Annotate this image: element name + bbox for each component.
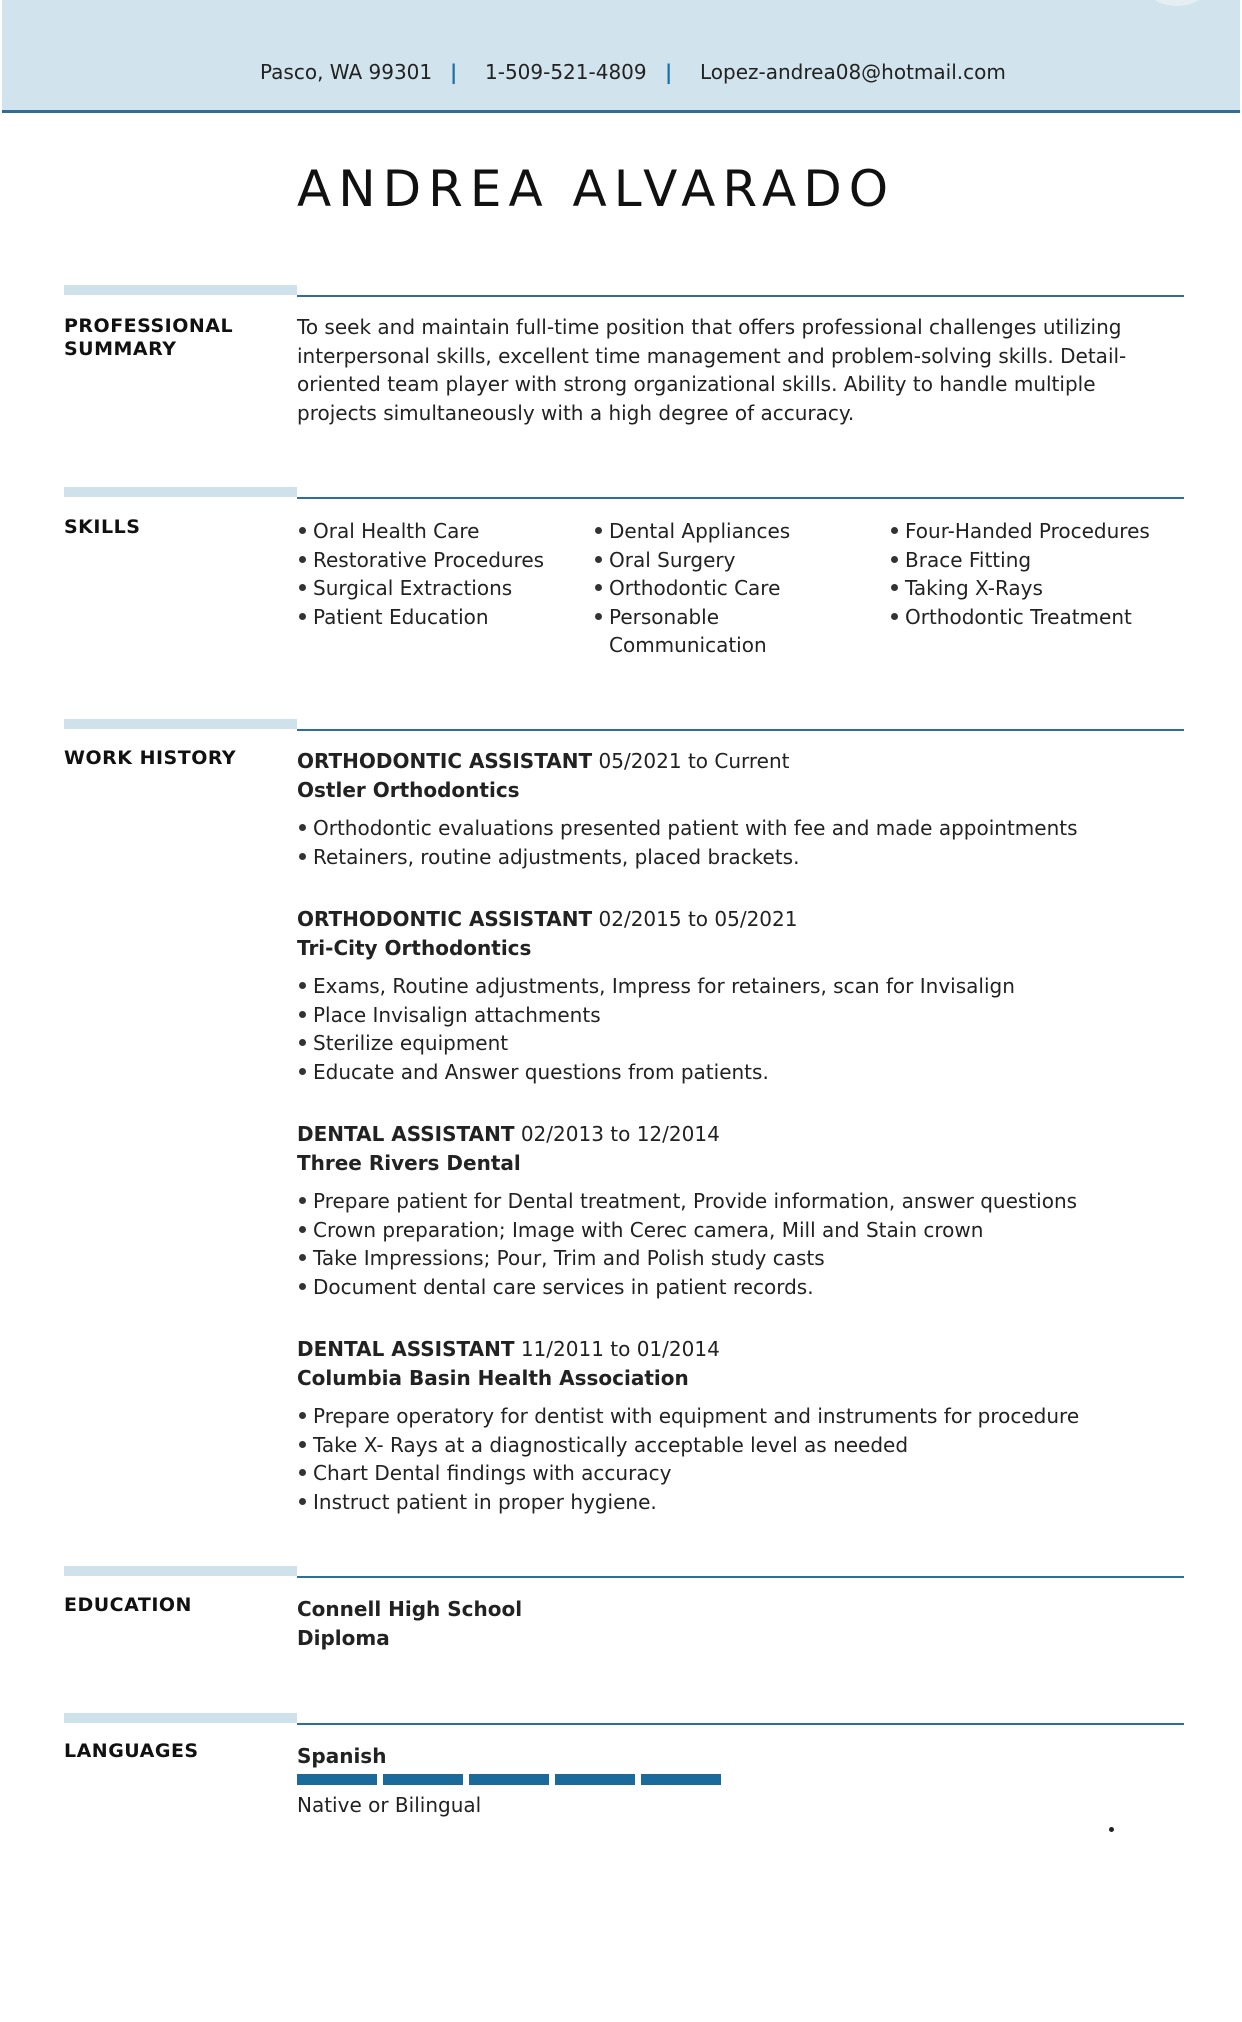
job-dates: 02/2013 to 12/2014 <box>520 1122 720 1146</box>
job-dates: 02/2015 to 05/2021 <box>598 907 798 931</box>
job-role: ORTHODONTIC ASSISTANT <box>297 907 593 931</box>
section-accent-bar <box>64 285 297 295</box>
job-bullet: Exams, Routine adjustments, Impress for retainers, scan for Invisalign <box>297 972 1167 1001</box>
job-company: Ostler Orthodontics <box>297 777 520 802</box>
candidate-name: ANDREA ALVARADO <box>297 160 896 218</box>
section-divider <box>297 1576 1184 1578</box>
job-dates: 11/2011 to 01/2014 <box>520 1337 720 1361</box>
job-entry <box>297 1120 1167 1301</box>
skills-section <box>64 487 1184 667</box>
contact-header-bar <box>2 0 1240 113</box>
language-name: Spanish <box>297 1744 387 1768</box>
proficiency-segment <box>641 1774 721 1785</box>
job-heading <box>297 1120 1167 1149</box>
job-bullet: Prepare patient for Dental treatment, Provide information, answer questions <box>297 1187 1167 1216</box>
contact-email[interactable]: Lopez-andrea08@hotmail.com <box>700 60 1006 84</box>
skill-item: Patient Education <box>297 603 587 632</box>
section-accent-bar <box>64 1566 297 1576</box>
contact-separator: | <box>665 60 673 84</box>
job-bullet: Retainers, routine adjustments, placed brackets. <box>297 843 1167 872</box>
job-bullet: Educate and Answer questions from patients. <box>297 1058 1167 1087</box>
job-role: ORTHODONTIC ASSISTANT <box>297 749 593 773</box>
skill-item: Personable Communication <box>593 603 793 660</box>
skill-item: Surgical Extractions <box>297 574 587 603</box>
job-bullet: Instruct patient in proper hygiene. <box>297 1488 1167 1517</box>
skill-item: Brace Fitting <box>889 546 1179 575</box>
job-company: Columbia Basin Health Association <box>297 1365 689 1390</box>
contact-location: Pasco, WA 99301 <box>260 60 433 84</box>
job-company: Tri-City Orthodontics <box>297 935 532 960</box>
language-entry <box>297 1742 1167 1819</box>
section-divider <box>297 295 1184 297</box>
proficiency-segment <box>297 1774 377 1785</box>
skill-item: Oral Surgery <box>593 546 793 575</box>
job-bullet: Chart Dental findings with accuracy <box>297 1459 1167 1488</box>
job-entry <box>297 1335 1167 1516</box>
section-accent-bar <box>64 487 297 497</box>
job-dates: 05/2021 to Current <box>598 749 790 773</box>
job-entry <box>297 747 1167 871</box>
section-divider <box>297 497 1184 499</box>
section-title: LANGUAGES <box>64 1740 199 1762</box>
job-bullet: Orthodontic evaluations presented patient with fee and made appointments <box>297 814 1167 843</box>
job-bullet: Document dental care services in patient records. <box>297 1273 1167 1302</box>
section-title: WORK HISTORY <box>64 747 237 769</box>
section-accent-bar <box>64 719 297 729</box>
education-section <box>64 1566 1184 1676</box>
job-role: DENTAL ASSISTANT <box>297 1122 515 1146</box>
proficiency-segment <box>383 1774 463 1785</box>
language-proficiency-bar <box>297 1774 1167 1785</box>
job-bullet: Take X- Rays at a diagnostically acceptable level as needed <box>297 1431 1167 1460</box>
language-level: Native or Bilingual <box>297 1793 482 1817</box>
job-entry <box>297 905 1167 1086</box>
job-heading <box>297 905 1167 934</box>
job-bullet: Crown preparation; Image with Cerec camera, Mill and Stain crown <box>297 1216 1167 1245</box>
skill-item: Restorative Procedures <box>297 546 587 575</box>
education-school: Connell High School <box>297 1597 523 1621</box>
stray-dot <box>1109 1827 1114 1832</box>
skill-item: Dental Appliances <box>593 517 793 546</box>
job-bullet: Take Impressions; Pour, Trim and Polish study casts <box>297 1244 1167 1273</box>
job-role: DENTAL ASSISTANT <box>297 1337 515 1361</box>
skill-item: Oral Health Care <box>297 517 587 546</box>
education-degree: Diploma <box>297 1626 390 1650</box>
job-bullet: Place Invisalign attachments <box>297 1001 1167 1030</box>
skills-column <box>297 517 587 631</box>
section-accent-bar <box>64 1713 297 1723</box>
skill-item: Taking X-Rays <box>889 574 1179 603</box>
skill-item: Orthodontic Treatment <box>889 603 1179 632</box>
jobs-list <box>297 747 1167 1550</box>
job-bullet: Sterilize equipment <box>297 1029 1167 1058</box>
section-title: PROFESSIONAL SUMMARY <box>64 315 234 360</box>
proficiency-segment <box>469 1774 549 1785</box>
skill-item: Four-Handed Procedures <box>889 517 1179 546</box>
summary-section <box>64 285 1184 435</box>
job-heading <box>297 747 1167 776</box>
contact-phone[interactable]: 1-509-521-4809 <box>485 60 647 84</box>
summary-text: To seek and maintain full-time position that offers professional challenges utilizing interpersonal skills, excellent time management and problem-solving skills. Detail-oriented team player with strong organizational skills. Ability to handle multiple projects simultaneously with a high degree of accuracy. <box>297 315 1127 425</box>
contact-separator: | <box>450 60 458 84</box>
section-title: EDUCATION <box>64 1594 192 1616</box>
skill-item: Orthodontic Care <box>593 574 793 603</box>
job-heading <box>297 1335 1167 1364</box>
work-history-section <box>64 719 1184 1519</box>
decorative-circle <box>1132 0 1222 6</box>
proficiency-segment <box>555 1774 635 1785</box>
skills-column <box>889 517 1179 631</box>
section-divider <box>297 1723 1184 1725</box>
section-divider <box>297 729 1184 731</box>
job-bullet: Prepare operatory for dentist with equipment and instruments for procedure <box>297 1402 1167 1431</box>
skills-column <box>593 517 793 660</box>
languages-section <box>64 1713 1184 1833</box>
section-title: SKILLS <box>64 516 141 538</box>
job-company: Three Rivers Dental <box>297 1150 521 1175</box>
